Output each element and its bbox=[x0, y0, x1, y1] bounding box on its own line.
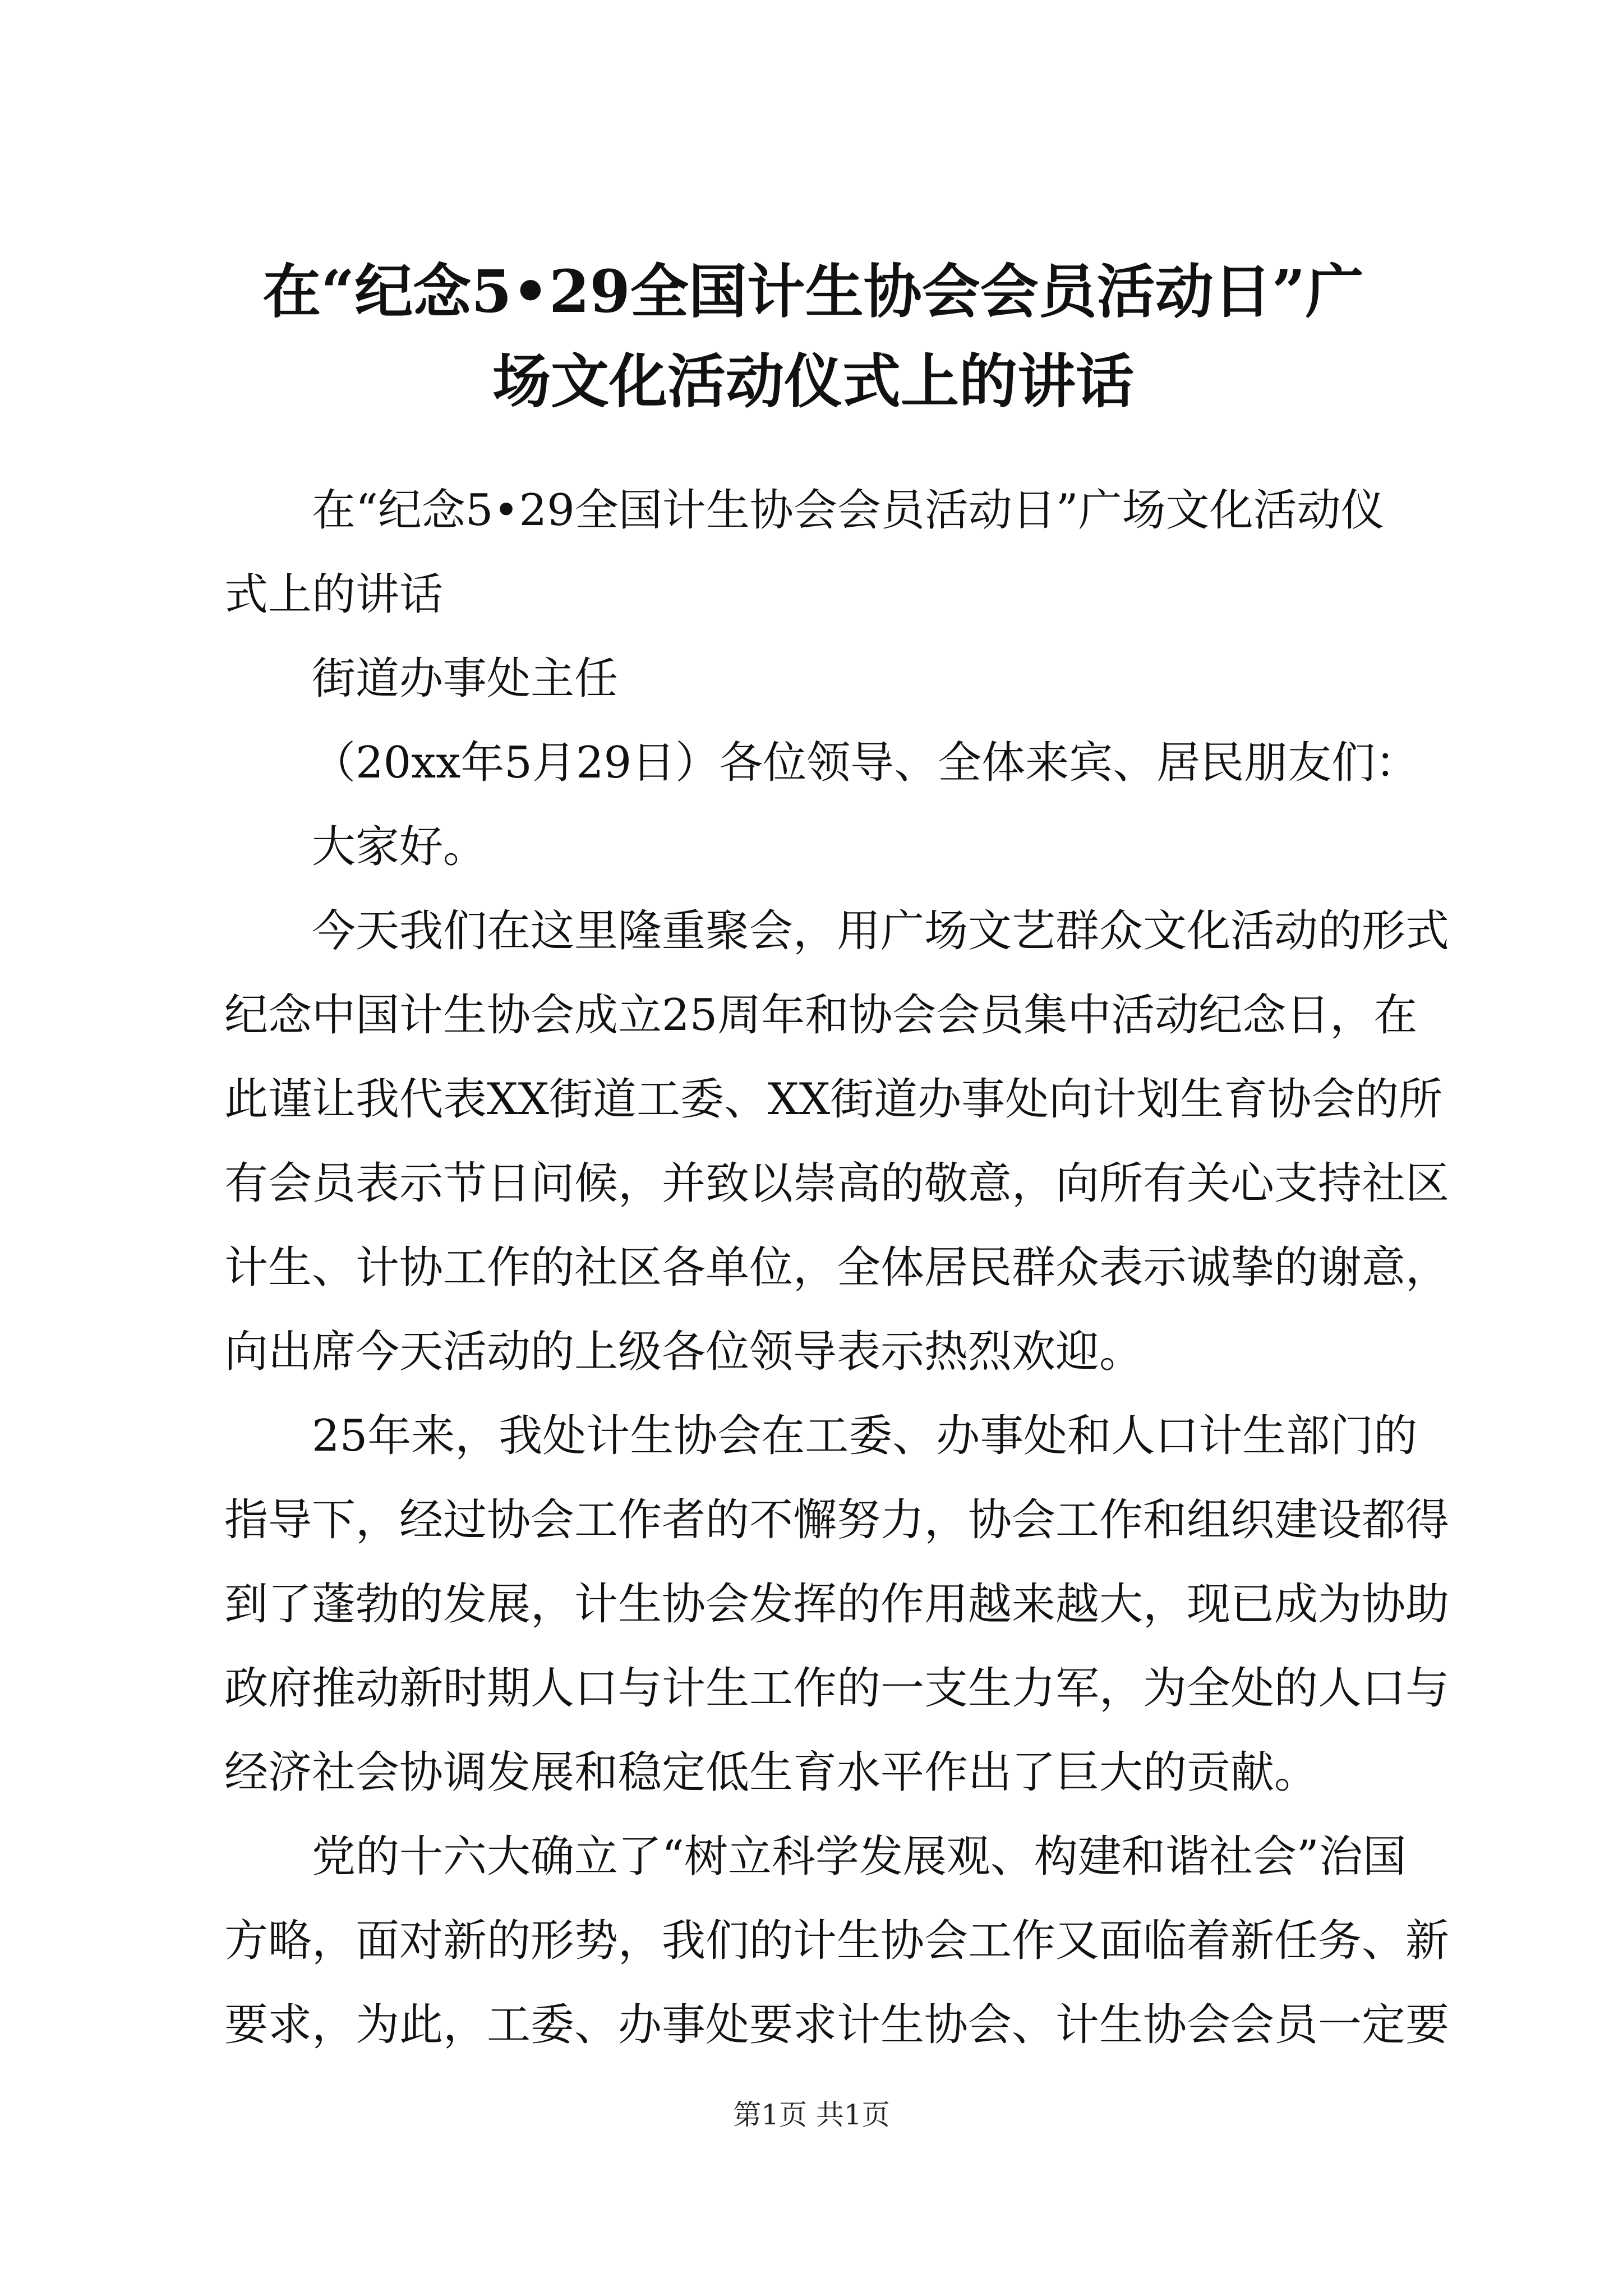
paragraph-greeting bbox=[224, 805, 1419, 889]
text-line: 今天我们在这里隆重聚会，用广场文艺群众文化活动的形式 bbox=[312, 906, 1450, 956]
text-line: 大家好。 bbox=[312, 822, 487, 872]
text-line: 向出席今天活动的上级各位领导表示热烈欢迎。 bbox=[224, 1327, 1144, 1377]
text-line: 要求，为此，工委、办事处要求计生协会、计生协会会员一定要 bbox=[224, 2000, 1450, 2050]
text-line: 此谨让我代表XX街道工委、XX街道办事处向计划生育协会的所 bbox=[224, 1074, 1443, 1125]
text-line: 指导下，经过协会工作者的不懈努力，协会工作和组织建设都得 bbox=[224, 1495, 1450, 1545]
text-line: 党的十六大确立了“树立科学发展观、构建和谐社会”治国 bbox=[312, 1832, 1407, 1882]
paragraph-heading-repeat bbox=[224, 468, 1419, 637]
document-body bbox=[224, 468, 1450, 2067]
paragraph-body bbox=[224, 1815, 1450, 2067]
text-line: 计生、计协工作的社区各单位，全体居民群众表示诚挚的谢意， bbox=[224, 1243, 1450, 1293]
paragraph-speaker bbox=[224, 637, 1419, 721]
page-footer: 第1页 共1页 bbox=[733, 2099, 890, 2131]
text-line: 式上的讲话 bbox=[224, 569, 444, 620]
text-line: 到了蓬勃的发展，计生协会发挥的作用越来越大，现已成为协助 bbox=[224, 1579, 1450, 1630]
title-line: 在“纪念5•29全国计生协会会员活动日”广 bbox=[262, 257, 1364, 326]
text-line: 街道办事处主任 bbox=[312, 654, 619, 704]
text-line: 在“纪念5•29全国计生协会会员活动日”广场文化活动仪 bbox=[312, 485, 1385, 536]
text-line: 经济社会协调发展和稳定低生育水平作出了巨大的贡献。 bbox=[224, 1747, 1318, 1798]
text-line: 纪念中国计生协会成立25周年和协会会员集中活动纪念日，在 bbox=[224, 990, 1418, 1041]
paragraph-date-salutation bbox=[224, 721, 1419, 805]
text-line: （20xx年5月29日）各位领导、全体来宾、居民朋友们： bbox=[312, 738, 1419, 788]
text-line: 方略，面对新的形势，我们的计生协会工作又面临着新任务、新 bbox=[224, 1916, 1450, 1966]
text-line: 政府推动新时期人口与计生工作的一支生力军，为全处的人口与 bbox=[224, 1663, 1450, 1714]
text-line: 有会员表示节日问候，并致以崇高的敬意，向所有关心支持社区 bbox=[224, 1158, 1450, 1209]
document-title bbox=[208, 247, 1419, 426]
paragraph-body bbox=[224, 1394, 1450, 1815]
title-line: 场文化活动仪式上的讲话 bbox=[492, 347, 1134, 416]
paragraph-body bbox=[224, 889, 1450, 1394]
text-line: 25年来，我处计生协会在工委、办事处和人口计生部门的 bbox=[312, 1411, 1418, 1461]
